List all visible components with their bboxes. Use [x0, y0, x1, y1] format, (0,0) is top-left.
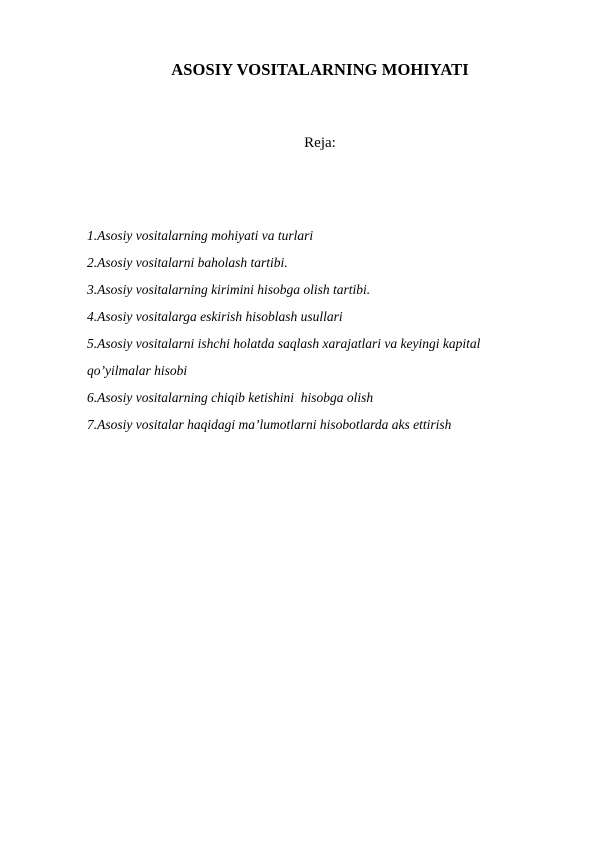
plan-item-3: 3.Asosiy vositalarning kirimini hisobga olish tartibi.: [87, 282, 371, 297]
plan-item-5-continued: qo’yilmalar hisobi: [87, 363, 188, 378]
plan-item-4: 4.Asosiy vositalarga eskirish hisoblash usullari: [87, 309, 343, 324]
plan-item-6: 6.Asosiy vositalarning chiqib ketishini hisobga olish: [87, 390, 374, 405]
plan-item-5: 5.Asosiy vositalarni ishchi holatda saqlash xarajatlari va keyingi kapital: [87, 336, 481, 351]
document-title: ASOSIY VOSITALARNING MOHIYATI: [171, 60, 469, 79]
plan-item-7: 7.Asosiy vositalar haqidagi ma’lumotlarni hisobotlarda aks ettirish: [87, 417, 452, 432]
plan-item-1: 1.Asosiy vositalarning mohiyati va turlari: [87, 228, 314, 243]
plan-list: [87, 226, 567, 442]
plan-item-2: 2.Asosiy vositalarni baholash tartibi.: [87, 255, 288, 270]
plan-heading: Reja:: [304, 135, 336, 151]
